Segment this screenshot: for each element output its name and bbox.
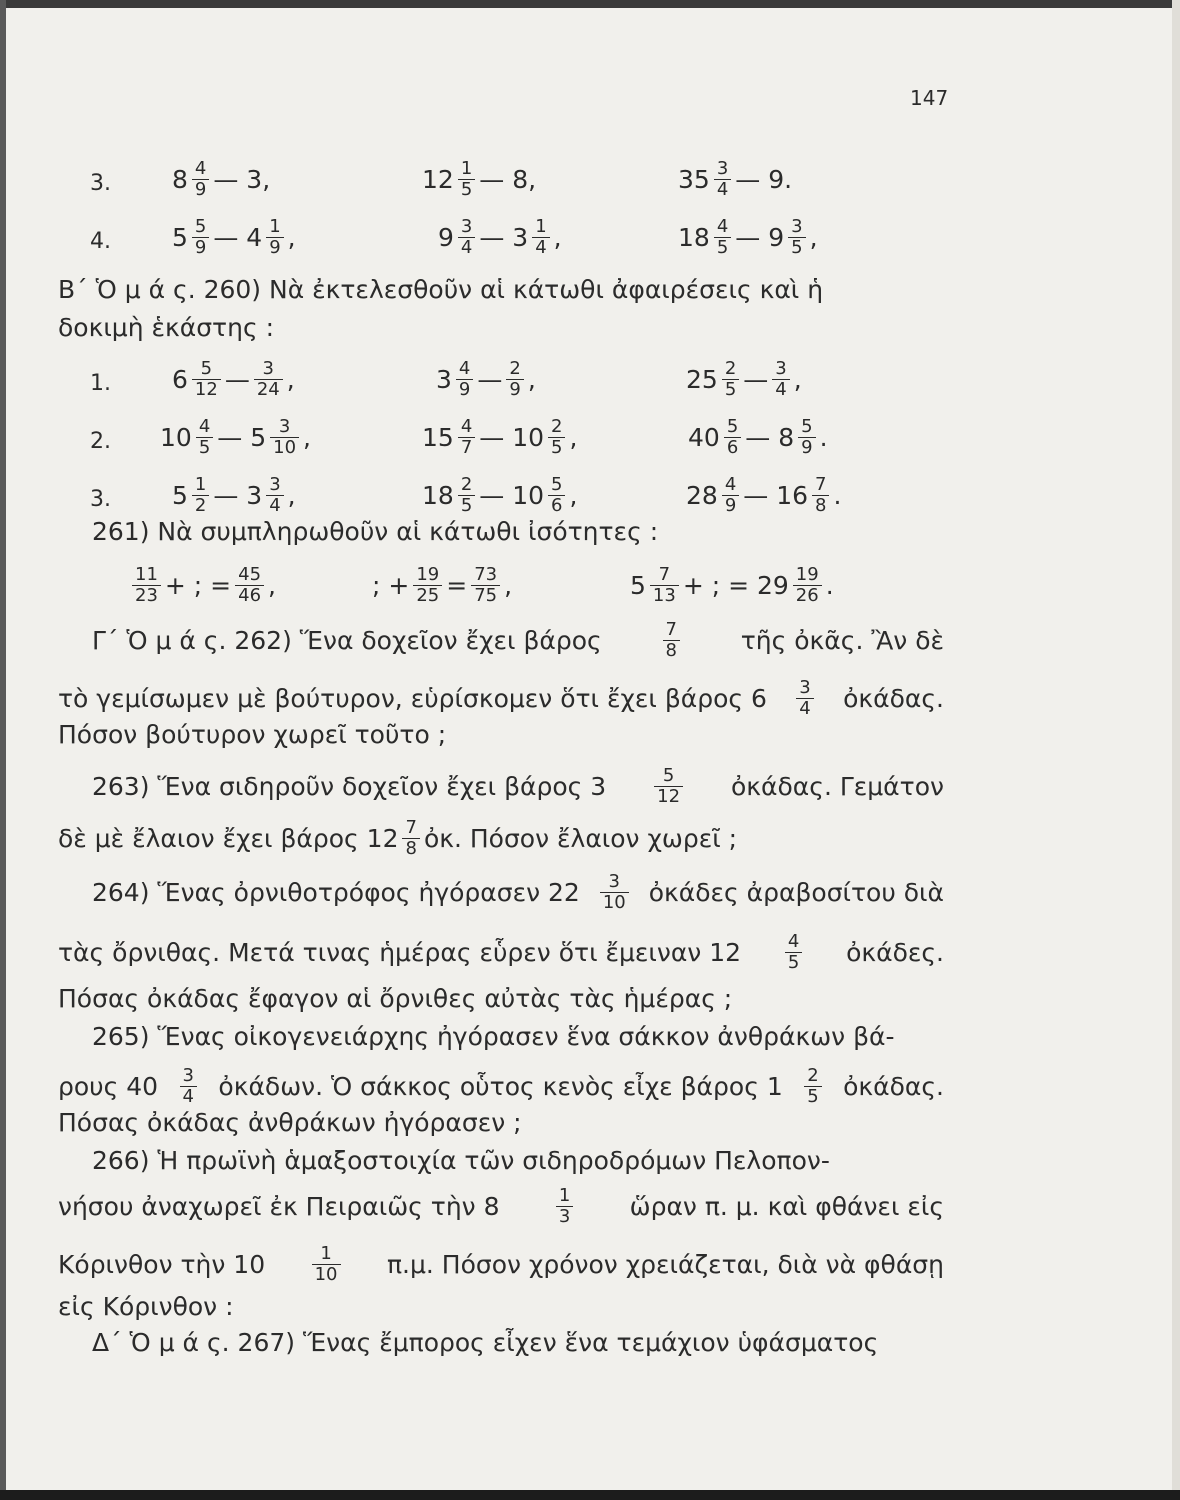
expression: 12 1 5 — 8,	[422, 158, 537, 200]
exercise-row	[0, 398, 1180, 458]
ex261-heading: 261) Νὰ συμπληρωθοῦν αἱ κάτωθι ἰσότητες :	[92, 517, 659, 546]
row-label: 3.	[90, 171, 111, 196]
row-label: 3.	[90, 487, 111, 512]
page-number: 147	[910, 86, 949, 110]
exercise-row	[0, 456, 1180, 516]
groupB-heading-cont: δοκιμὴ ἑκάστης :	[58, 313, 274, 342]
ex266-line3: Κόρινθον τὴν 10 1 10 π.μ. Πόσον χρόνον χρειάζεται, διὰ νὰ φθάσῃ	[58, 1243, 944, 1285]
fraction: 4 5	[714, 217, 731, 258]
expression: 5 5 9 — 4 1 9 ,	[172, 216, 296, 258]
expression: 5 1 2 — 3 3 4 ,	[172, 474, 296, 516]
exercise-row	[0, 340, 1180, 400]
row-label: 4.	[90, 229, 111, 254]
row-label: 1.	[90, 371, 111, 396]
ex265-line1: 265) Ἕνας οἰκογενειάρχης ἠγόρασεν ἕνα σάκκον ἀνθράκων βά-	[92, 1022, 895, 1051]
exercise-row	[0, 140, 1180, 200]
expression: 10 4 5 — 5 3 10 ,	[160, 416, 311, 458]
fraction: 3 4	[458, 217, 475, 258]
ex264-line2: τὰς ὄρνιθας. Μετά τινας ἡμέρας εὗρεν ὅτι ἔμειναν 12 4 5 ὀκάδες.	[58, 931, 944, 973]
ex266-line4: εἰς Κόρινθον :	[58, 1292, 234, 1321]
fraction: 4 9	[192, 159, 209, 200]
expression: 9 3 4 — 3 1 4 ,	[438, 216, 562, 258]
fraction: 5 9	[192, 217, 209, 258]
scan-bottom-edge	[0, 1490, 1180, 1500]
ex262-line2: τὸ γεμίσωμεν μὲ βούτυρον, εὑρίσκομεν ὅτι ἔχει βάρος 6 3 4 ὀκάδας.	[58, 677, 944, 719]
ex262-line3: Πόσον βούτυρον χωρεῖ τοῦτο ;	[58, 720, 447, 749]
ex261-equations	[0, 546, 1180, 606]
row-label: 2.	[90, 429, 111, 454]
expression: 28 4 9 — 16 7 8 .	[686, 474, 842, 516]
ex262-line1: Γ΄ Ὁ μ ά ς. 262) Ἕνα δοχεῖον ἔχει βάρος 7 8 τῆς ὀκᾶς. Ἂν δὲ	[92, 619, 944, 661]
groupB-heading: Β΄ Ὁ μ ά ς. 260) Νὰ ἐκτελεσθοῦν αἱ κάτωθι ἀφαιρέσεις καὶ ἡ	[58, 275, 824, 304]
fraction: 1 4	[532, 217, 549, 258]
ex264-line1: 264) Ἕνας ὀρνιθοτρόφος ἠγόρασεν 22 3 10 ὀκάδες ἀραβοσίτου διὰ	[92, 871, 944, 913]
fraction: 3 4	[714, 159, 731, 200]
equation: 5 7 13 + ; = 29 19 26 .	[630, 564, 834, 606]
ex266-line1: 266) Ἡ πρωϊνὴ ἁμαξοστοιχία τῶν σιδηροδρόμων Πελοπον-	[92, 1146, 830, 1175]
expression: 35 3 4 — 9.	[678, 158, 793, 200]
equation: 11 23 + ; = $\frac{45}{46}$ ,	[128, 565, 276, 606]
ex266-line2: νήσου ἀναχωρεῖ ἐκ Πειραιῶς τὴν 8 1 3 ὥραν π. μ. καὶ φθάνει εἰς	[58, 1185, 944, 1227]
fraction: 3 5	[788, 217, 805, 258]
expression: 25 2 5 — 3 4 ,	[686, 358, 802, 400]
expression: 40 5 6 — 8 5 9 .	[688, 416, 828, 458]
ex263-line1: 263) Ἕνα σιδηροῦν δοχεῖον ἔχει βάρος 3 5 12 ὀκάδας. Γεμάτον	[92, 765, 944, 807]
exercise-row	[0, 198, 1180, 258]
ex263-line2: δὲ μὲ ἔλαιον ἔχει βάρος 12 7 8 ὀκ. Πόσον ἔλαιον χωρεῖ ;	[58, 817, 738, 859]
expression: 3 4 9 — 2 9 ,	[436, 358, 536, 400]
expression: 8 4 9 — 3,	[172, 158, 271, 200]
fraction: 1 5	[458, 159, 475, 200]
ex265-line2: ρους 40 3 4 ὀκάδων. Ὁ σάκκος οὗτος κενὸς εἶχε βάρος 1 2 5 ὀκάδας.	[58, 1065, 944, 1107]
equation: ; + $\frac{19}{25}$ = $\frac{73}{75}$ ,	[372, 564, 513, 606]
expression: 18 2 5 — 10 5 6 ,	[422, 474, 578, 516]
ex267-line1: Δ΄ Ὁ μ ά ς. 267) Ἕνας ἔμπορος εἶχεν ἕνα τεμάχιον ὑφάσματος	[92, 1328, 879, 1357]
ex264-line3: Πόσας ὀκάδας ἔφαγον αἱ ὄρνιθες αὐτὰς τὰς ἡμέρας ;	[58, 984, 733, 1013]
expression: 15 4 7 — 10 2 5 ,	[422, 416, 578, 458]
expression: 18 4 5 — 9 3 5 ,	[678, 216, 818, 258]
scan-top-edge	[0, 0, 1180, 8]
ex265-line3: Πόσας ὀκάδας ἀνθράκων ἠγόρασεν ;	[58, 1108, 522, 1137]
expression: 6 5 12 — 3 24 ,	[172, 358, 295, 400]
fraction: 1 9	[266, 217, 283, 258]
